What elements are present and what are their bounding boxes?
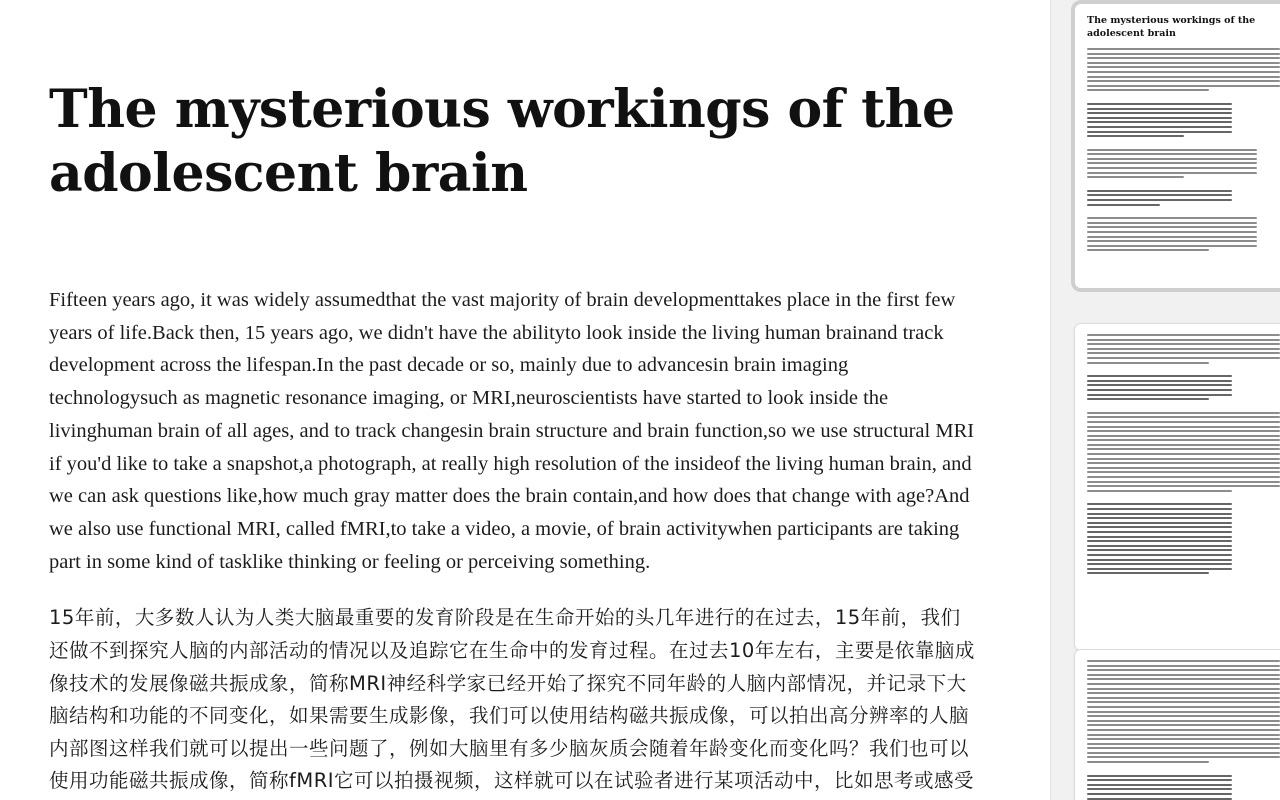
thumbnail-text-line [1087, 153, 1257, 155]
thumbnail-text-lines [1087, 660, 1280, 800]
thumbnail-text-line [1087, 131, 1232, 133]
thumbnail-text-line [1087, 194, 1232, 196]
thumbnail-text-line [1087, 471, 1280, 473]
thumbnail-text-line [1087, 334, 1280, 336]
thumbnail-text-line [1087, 176, 1184, 178]
thumbnail-text-line [1087, 706, 1280, 708]
english-paragraph: Fifteen years ago, it was widely assumedthat the vast majority of brain developmenttakes place in the first few years of life.Back then, 15 years ago, we didn't have the abilityto look inside the living human brainand track development across the lifespan.In the past decade or so, mainly due to advancesin brain imaging technologysuch as magnetic resonance imaging, or MRI,neuroscientists have started to look inside the livinghuman brain of all ages, and to track changesin brain structure and brain function,so we use structural MRI if you'd like to take a snapshot,a photograph, at really high resolution of the insideof the living human brain, and we can ask questions like,how much gray matter does the brain contain,and how does that change with age?And we also use functional MRI, called fMRI,to take a video, a movie, of brain activitywhen participants are taking part in some kind of tasklike thinking or feeling or perceiving something. [49, 289, 975, 573]
thumbnail-text-line [1087, 536, 1232, 538]
thumbnail-text-line [1087, 517, 1232, 519]
thumbnail-paragraph-gap [1087, 403, 1280, 412]
thumbnail-text-line [1087, 249, 1209, 251]
thumbnail-text-line [1087, 572, 1209, 574]
thumbnail-text-line [1087, 362, 1209, 364]
thumbnail-text-line [1087, 462, 1280, 464]
thumbnail-text-line [1087, 683, 1280, 685]
thumbnail-text-line [1087, 467, 1280, 469]
thumbnail-text-line [1087, 384, 1232, 386]
thumbnail-paragraph-gap [1087, 181, 1280, 190]
thumbnail-text-line [1087, 245, 1257, 247]
thumbnail-text-line [1087, 701, 1280, 703]
thumbnail-text-line [1087, 352, 1280, 354]
thumbnail-text-line [1087, 412, 1280, 414]
thumbnail-text-line [1087, 513, 1232, 515]
thumbnail-text-line [1087, 453, 1280, 455]
thumbnail-text-line [1087, 448, 1280, 450]
thumbnail-text-line [1087, 554, 1232, 556]
thumbnail-text-line [1087, 172, 1257, 174]
thumbnail-text-line [1087, 720, 1280, 722]
thumbnail-text-line [1087, 53, 1280, 55]
thumbnail-text-line [1087, 711, 1280, 713]
thumbnail-text-line [1087, 724, 1280, 726]
thumbnail-text-line [1087, 226, 1257, 228]
thumbnail-text-line [1087, 549, 1232, 551]
thumbnail-text-line [1087, 117, 1232, 119]
thumbnail-text-line [1087, 788, 1232, 790]
thumbnail-text-line [1087, 416, 1280, 418]
thumbnail-text-line [1087, 339, 1280, 341]
thumbnail-text-line [1087, 217, 1257, 219]
thumbnail-text-line [1087, 756, 1280, 758]
thumbnail-text-line [1087, 149, 1257, 151]
thumbnail-text-line [1087, 476, 1280, 478]
thumbnail-text-line [1087, 775, 1232, 777]
thumbnail-text-line [1087, 167, 1257, 169]
thumbnail-text-line [1087, 568, 1232, 570]
thumbnail-text-line [1087, 231, 1257, 233]
thumbnail-text-line [1087, 439, 1280, 441]
thumbnail-text-line [1087, 715, 1280, 717]
thumbnail-text-line [1087, 738, 1280, 740]
thumbnail-text-line [1087, 435, 1280, 437]
thumbnail-text-line [1087, 348, 1280, 350]
thumbnail-text-line [1087, 688, 1280, 690]
thumbnail-text-line [1087, 398, 1209, 400]
page-thumbnail-2[interactable] [1075, 324, 1280, 650]
thumbnail-paragraph-gap [1087, 94, 1280, 103]
thumbnail-paragraph-gap [1087, 140, 1280, 149]
thumbnail-text-line [1087, 62, 1280, 64]
thumbnail-text-line [1087, 563, 1232, 565]
thumbnail-text-line [1087, 240, 1257, 242]
thumbnail-text-lines [1087, 334, 1280, 574]
thumbnail-text-lines [1087, 48, 1280, 251]
thumbnail-text-line [1087, 112, 1232, 114]
thumbnail-text-line [1087, 761, 1209, 763]
thumbnail-text-line [1087, 80, 1280, 82]
thumbnail-text-line [1087, 522, 1232, 524]
thumbnail-text-line [1087, 57, 1280, 59]
thumbnail-text-line [1087, 678, 1280, 680]
thumbnail-text-line [1087, 458, 1280, 460]
thumbnail-text-line [1087, 674, 1280, 676]
thumbnail-text-line [1087, 426, 1280, 428]
thumbnail-text-line [1087, 76, 1280, 78]
thumbnail-text-line [1087, 660, 1280, 662]
thumbnail-text-line [1087, 394, 1232, 396]
thumbnail-text-line [1087, 697, 1280, 699]
thumbnail-text-line [1087, 729, 1280, 731]
thumbnail-text-line [1087, 430, 1280, 432]
thumbnail-text-line [1087, 66, 1280, 68]
thumbnail-text-line [1087, 444, 1280, 446]
thumbnail-text-line [1087, 85, 1280, 87]
thumbnail-text-line [1087, 545, 1232, 547]
thumbnail-paragraph-gap [1087, 494, 1280, 503]
thumbnail-text-line [1087, 743, 1280, 745]
thumbnail-text-line [1087, 190, 1232, 192]
thumbnail-text-line [1087, 357, 1280, 359]
thumbnail-text-line [1087, 380, 1232, 382]
thumbnail-text-line [1087, 375, 1232, 377]
thumbnail-text-line [1087, 135, 1184, 137]
thumbnail-text-line [1087, 103, 1232, 105]
thumbnail-text-line [1087, 222, 1257, 224]
thumbnail-text-line [1087, 793, 1232, 795]
thumbnail-text-line [1087, 162, 1257, 164]
thumbnail-text-line [1087, 48, 1280, 50]
thumbnail-text-line [1087, 481, 1280, 483]
thumbnail-text-line [1087, 798, 1232, 800]
thumbnail-text-line [1087, 199, 1232, 201]
thumbnail-text-line [1087, 784, 1232, 786]
thumbnail-text-line [1087, 204, 1160, 206]
thumbnail-text-line [1087, 734, 1280, 736]
page-thumbnail-1[interactable] [1075, 4, 1280, 288]
thumbnail-text-line [1087, 779, 1232, 781]
thumbnail-text-line [1087, 89, 1209, 91]
thumbnail-text-line [1087, 126, 1232, 128]
thumbnail-text-line [1087, 503, 1232, 505]
thumbnail-text-line [1087, 692, 1280, 694]
thumbnail-paragraph-gap [1087, 366, 1280, 375]
document-title: The mysterious workings of the adolescent brain [49, 79, 955, 204]
thumbnail-text-line [1087, 121, 1232, 123]
thumbnail-text-line [1087, 540, 1232, 542]
thumbnail-paragraph-gap [1087, 208, 1280, 217]
thumbnail-text-line [1087, 485, 1280, 487]
page-thumbnail-sidebar[interactable] [1050, 0, 1280, 800]
thumbnail-text-line [1087, 108, 1232, 110]
thumbnail-text-line [1087, 669, 1280, 671]
thumbnail-title: The mysterious workings of the adolescent brain [1087, 15, 1256, 39]
thumbnail-text-line [1087, 236, 1257, 238]
thumbnail-text-line [1087, 508, 1232, 510]
thumbnail-text-line [1087, 665, 1280, 667]
thumbnail-text-line [1087, 747, 1280, 749]
thumbnail-text-line [1087, 421, 1280, 423]
thumbnail-text-line [1087, 389, 1232, 391]
thumbnail-text-line [1087, 559, 1232, 561]
thumbnail-text-line [1087, 752, 1280, 754]
thumbnail-text-line [1087, 531, 1232, 533]
page-thumbnail-3[interactable] [1075, 650, 1280, 800]
thumbnail-paragraph-gap [1087, 766, 1280, 775]
thumbnail-text-line [1087, 526, 1232, 528]
chinese-paragraph: 15年前，大多数人认为人类大脑最重要的发育阶段是在生命开始的头几年进行的在过去，15年前，我们还做不到探究人脑的内部活动的情况以及追踪它在生命中的发育过程。在过去10年左右，主要是依靠脑成像技术的发展像磁共振成象，简称MRI神经科学家已经开始了探究不同年龄的人脑内部情况，并记录下大脑结构和功能的不同变化，如果需要生成影像，我们可以使用结构磁共振成像，可以拍出高分辨率的人脑内部图这样我们就可以提出一些问题了，例如大脑里有多少脑灰质会随着年龄变化而变化吗？我们也可以使用功能磁共振成像，简称fMRI它可以拍摄视频，这样就可以在试验者进行某项活动中，比如思考或感受 [49, 606, 975, 793]
thumbnail-text-line [1087, 71, 1280, 73]
thumbnail-text-line [1087, 158, 1257, 160]
thumbnail-text-line [1087, 490, 1232, 492]
thumbnail-text-line [1087, 343, 1280, 345]
